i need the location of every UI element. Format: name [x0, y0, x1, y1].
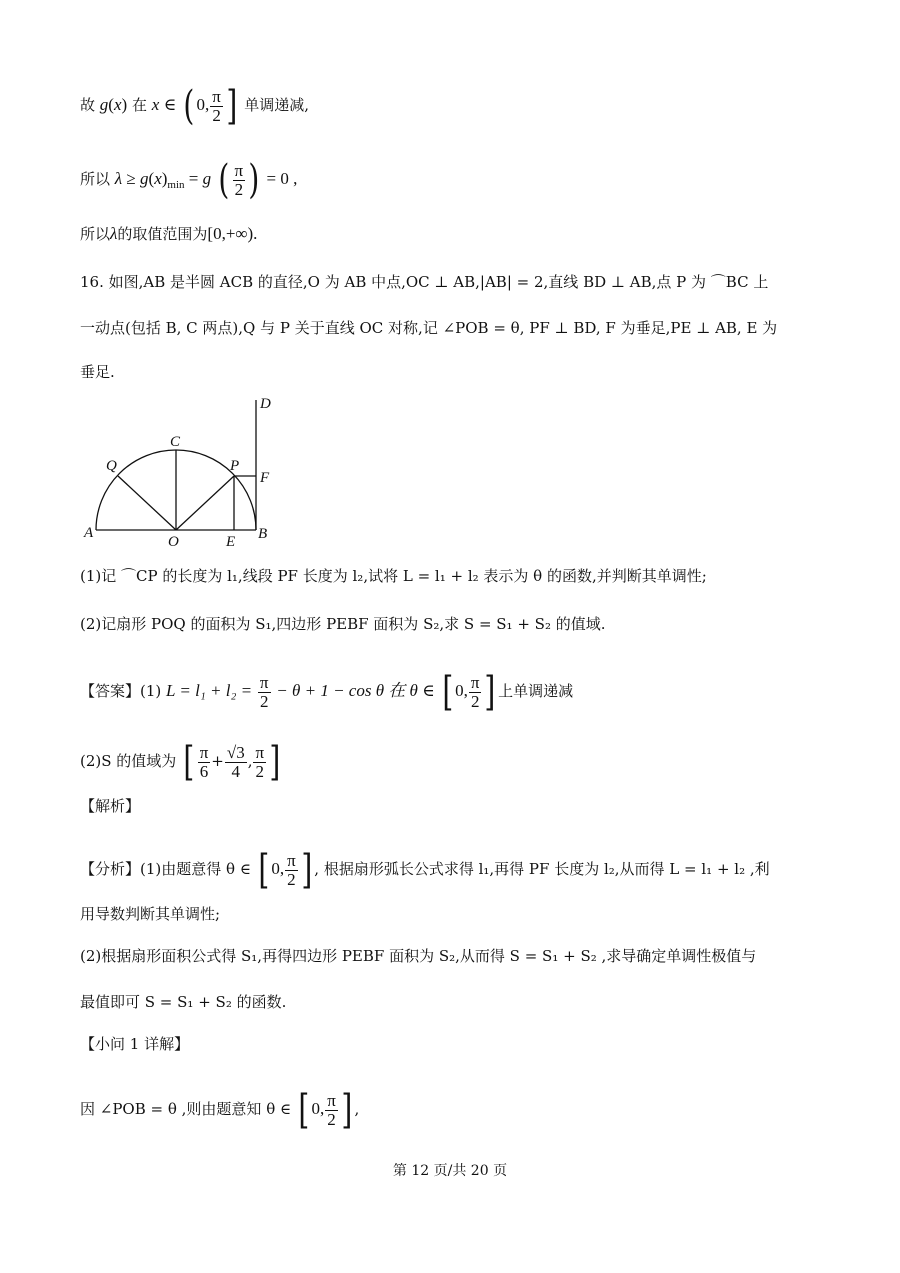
answer-part1: 【答案】(1) L = l₁ + l₂ = $\frac{\pi}{2}$ − θ + 1 − cos θ 在 θ ∈ [ 0, $\frac{\pi}{2}$ ] 上单调递减: [80, 669, 574, 715]
label-d: D: [260, 396, 271, 412]
subquestion-1: (1)记 ⌒CP 的长度为 l₁,线段 PF 长度为 l₂,试将 L = l₁ + l₂ 表示为 θ 的函数,并判断其单调性;: [80, 567, 707, 585]
label-q: Q: [106, 458, 117, 474]
analysis-line2: 用导数判断其单调性;: [80, 905, 221, 923]
line-lambda-min: 所以 $\lambda \ge g(x)_{min} = g$ ( $\frac{\pi}{2}$ ) = 0 ,: [80, 157, 298, 203]
subquestion-1-heading: 【小问 1 详解】: [80, 1035, 190, 1053]
label-b: B: [258, 526, 268, 542]
label-o: O: [168, 534, 179, 550]
solution-line1: 因 ∠POB = θ ,则由题意知 θ ∈ [ 0, $\frac{\pi}{2}$ ] ,: [80, 1087, 360, 1133]
analysis-line4: 最值即可 S = S₁ + S₂ 的函数.: [80, 993, 287, 1011]
page-footer: 第 12 页/共 20 页: [392, 1163, 508, 1179]
semicircle-figure: [80, 390, 300, 550]
subquestion-2: (2)记扇形 POQ 的面积为 S₁,四边形 PEBF 面积为 S₂,求 S = S₁ + S₂ 的值域.: [80, 615, 606, 633]
question-16-line3: 垂足.: [80, 363, 115, 381]
line-monotone: 故 g(x) 在 x ∈ ( 0, $\frac{\pi}{2}$ ] 单调递减,: [80, 83, 310, 129]
label-e: E: [226, 534, 236, 550]
answer-part2: (2)S 的值域为 [ $\frac{\pi}{6}$ + $\frac{√3}{4}$ , $\frac{\pi}{2}$ ]: [80, 739, 281, 785]
segment-op: [176, 476, 234, 530]
label-c: C: [170, 434, 181, 450]
label-a: A: [84, 525, 94, 541]
analysis-line1: 【分析】(1)由题意得 θ ∈ [ 0, $\frac{\pi}{2}$ ] , 根据扇形弧长公式求得 l₁,再得 PF 长度为 l₂,从而得 L = l₁ + l₂ ,利: [80, 847, 770, 893]
analysis-line3: (2)根据扇形面积公式得 S₁,再得四边形 PEBF 面积为 S₂,从而得 S = S₁ + S₂ ,求导确定单调性极值与: [80, 947, 757, 965]
line-lambda-range: 所以λ的取值范围为[0,+∞).: [80, 224, 258, 243]
segment-oq: [118, 476, 176, 530]
question-16-line2: 一动点(包括 B, C 两点),Q 与 P 关于直线 OC 对称,记 ∠POB = θ, PF ⊥ BD, F 为垂足,PE ⊥ AB, E 为: [80, 319, 778, 337]
label-p: P: [230, 458, 240, 474]
analysis-heading: 【解析】: [80, 797, 141, 815]
label-f: F: [260, 470, 270, 486]
question-16-line1: 16. 如图,AB 是半圆 ACB 的直径,O 为 AB 中点,OC ⊥ AB,|AB| = 2,直线 BD ⊥ AB,点 P 为 ⌒BC 上: [80, 273, 769, 291]
